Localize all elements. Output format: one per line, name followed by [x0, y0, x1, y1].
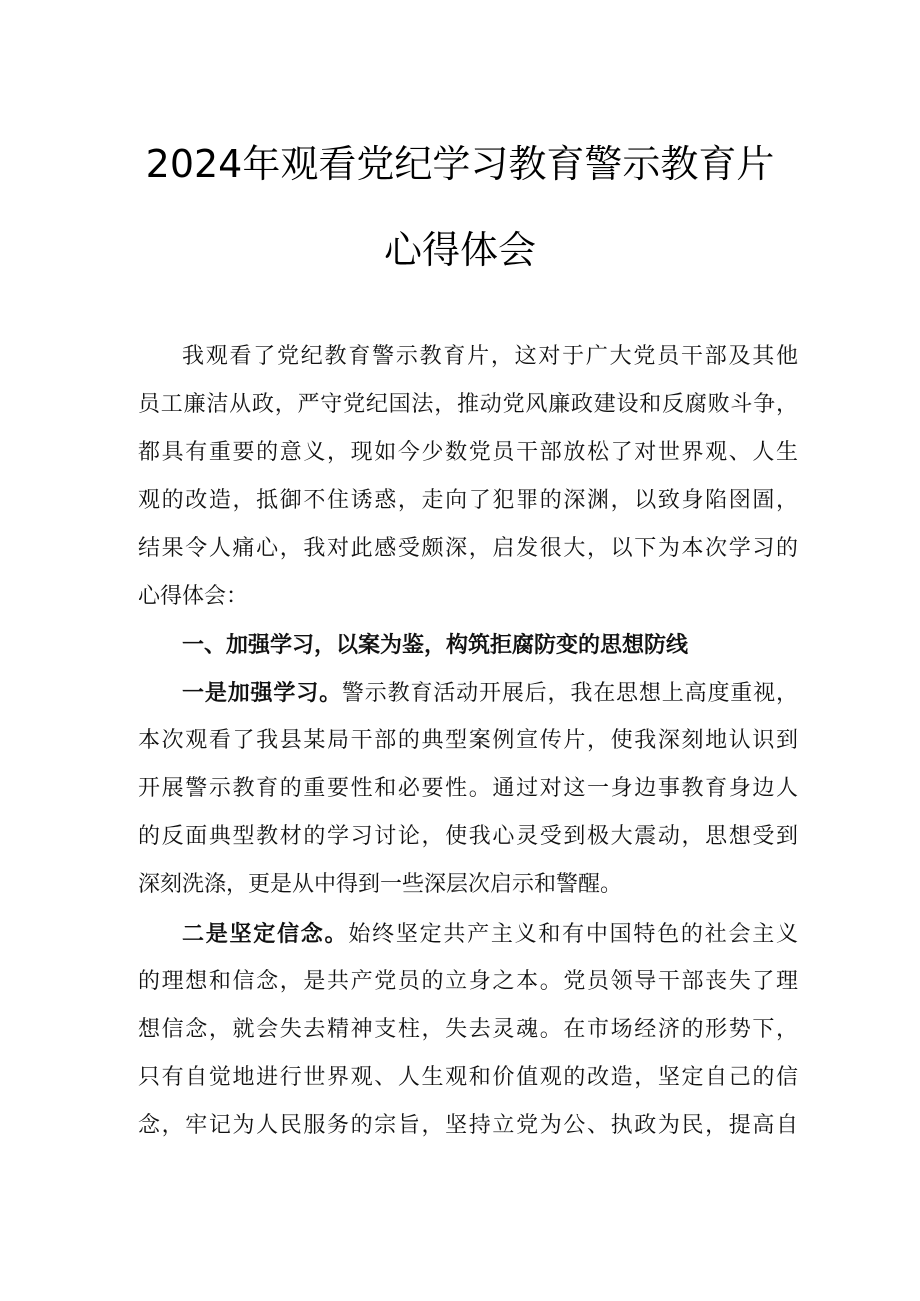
paragraph-line: 心得体会： [138, 584, 249, 609]
section-1-heading: 一、加强学习，以案为鉴，构筑拒腐防变的思想防线 [182, 632, 689, 658]
paragraph-line: 的理想和信念，是共产党员的立身之本。党员领导干部丧失了理 [138, 969, 798, 994]
paragraph-line: 念，牢记为人民服务的宗旨，坚持立党为公、执政为民，提高自 [138, 1113, 798, 1138]
point-2-lead: 二是坚定信念。 [182, 921, 349, 947]
paragraph-line: 员工廉洁从政，严守党纪国法，推动党风廉政建设和反腐败斗争， [138, 392, 798, 417]
paragraph-line [138, 910, 798, 958]
paragraph-line: 开展警示教育的重要性和必要性。通过对这一身边事教育身边人 [138, 776, 798, 801]
point-1-first-line: 警示教育活动开展后，我在思想上高度重视， [341, 681, 798, 706]
paragraph-line: 结果令人痛心，我对此感受颇深，启发很大，以下为本次学习的 [138, 536, 798, 561]
paragraph-line: 本次观看了我县某局干部的典型案例宣传片，使我深刻地认识到 [138, 728, 798, 753]
paragraph-line [138, 669, 798, 717]
paragraph-line: 都具有重要的意义，现如今少数党员干部放松了对世界观、人生 [138, 440, 798, 465]
paragraph-line: 我观看了党纪教育警示教育片，这对于广大党员干部及其他 [182, 344, 798, 369]
point-1-lead: 一是加强学习。 [182, 680, 342, 706]
document-title-line-1: 2024年观看党纪学习教育警示教育片 [145, 142, 775, 186]
point-1-paragraph [138, 669, 798, 909]
point-2-first-line: 始终坚定共产主义和有中国特色的社会主义 [348, 922, 798, 947]
point-2-paragraph [138, 910, 798, 1150]
document-title-line-2: 心得体会 [383, 228, 536, 272]
paragraph-line: 的反面典型教材的学习讨论，使我心灵受到极大震动，思想受到 [138, 824, 798, 849]
paragraph-line: 深刻洗涤，更是从中得到一些深层次启示和警醒。 [138, 872, 623, 897]
intro-paragraph [138, 333, 798, 621]
section-heading [138, 621, 798, 669]
paragraph-line: 想信念，就会失去精神支柱，失去灵魂。在市场经济的形势下， [138, 1017, 798, 1042]
paragraph-line: 只有自觉地进行世界观、人生观和价值观的改造，坚定自己的信 [138, 1065, 798, 1090]
paragraph-line: 观的改造，抵御不住诱惑，走向了犯罪的深渊，以致身陷囹圄， [138, 488, 798, 513]
